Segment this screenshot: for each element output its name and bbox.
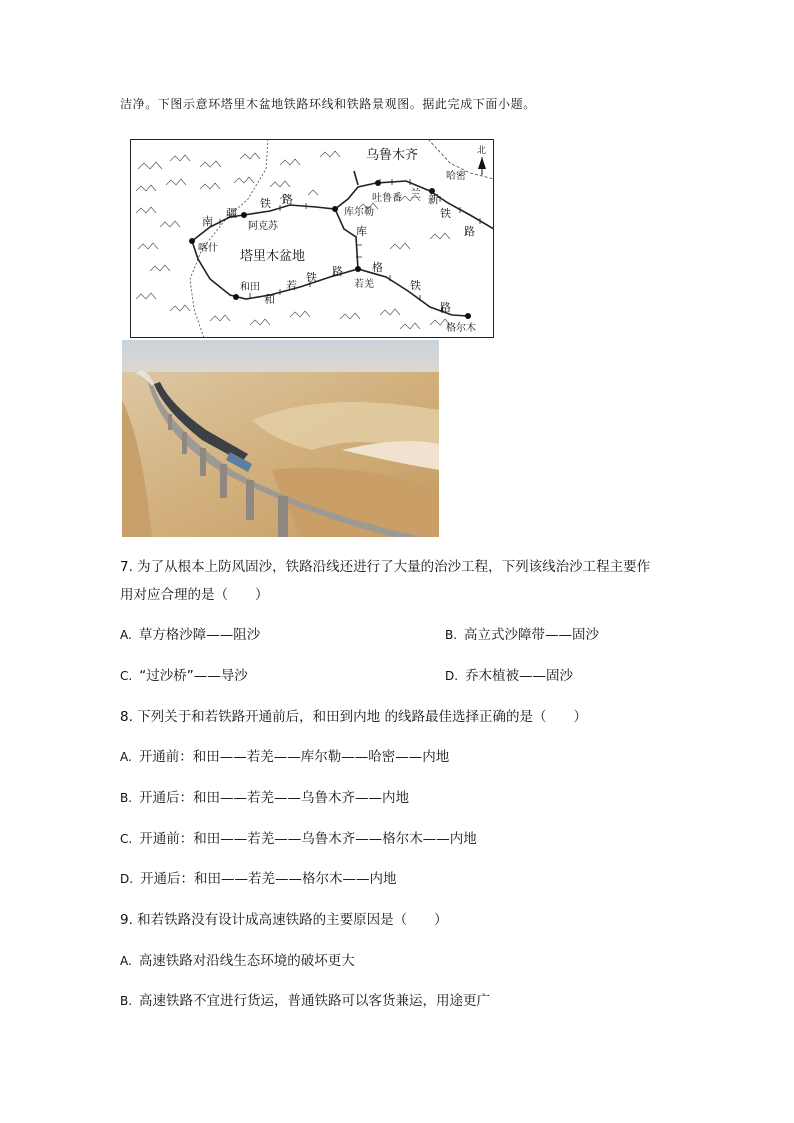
q8-option-c[interactable]: C. 开通前：和田——若羌——乌鲁木齐——格尔木——内地 [120, 831, 477, 847]
label-urumqi: 乌鲁木齐 [366, 148, 419, 163]
q8-option-b[interactable]: B. 开通后：和田——若羌——乌鲁木齐——内地 [120, 790, 410, 806]
rail-char: 格 [372, 261, 383, 274]
label-hami: 哈密 [446, 171, 466, 182]
rail-char: 铁 [440, 207, 451, 220]
rail-char: 铁 [410, 279, 421, 292]
intro-text: 洁净。下图示意环塔里木盆地铁路环线和铁路景观图。据此完成下面小题。 [120, 97, 536, 111]
rail-char: 路 [440, 301, 451, 314]
rail-char: 和 [264, 293, 275, 306]
q7-option-d[interactable]: D. 乔木植被——固沙 [445, 668, 574, 684]
rail-char: 路 [332, 265, 343, 278]
label-basin: 塔里木盆地 [240, 249, 306, 264]
desert-railway-photo [122, 340, 439, 537]
q7-option-c[interactable]: C. “过沙桥”——导沙 [120, 668, 248, 684]
q7-stem-line1: 7. 为了从根本上防风固沙，铁路沿线还进行了大量的治沙工程，下列该线治沙工程主要作 [120, 559, 651, 575]
q9-stem: 9. 和若铁路没有设计成高速铁路的主要原因是（ ） [120, 912, 448, 928]
label-north: 北 [477, 146, 487, 156]
label-turpan: 吐鲁番 [372, 193, 402, 204]
rail-char: 库 [356, 225, 367, 238]
q8-stem: 8. 下列关于和若铁路开通前后，和田到内地 的线路最佳选择正确的是（ ） [120, 709, 587, 725]
q9-option-b[interactable]: B. 高速铁路不宜进行货运，普通铁路可以客货兼运，用途更广 [120, 993, 491, 1009]
rail-char: 路 [282, 193, 293, 206]
q7-option-a[interactable]: A. 草方格沙障——阻沙 [120, 627, 261, 643]
tarim-railway-map [130, 139, 494, 338]
q8-option-a[interactable]: A. 开通前：和田——若羌——库尔勒——哈密——内地 [120, 749, 450, 765]
q9-option-a[interactable]: A. 高速铁路对沿线生态环境的破坏更大 [120, 953, 355, 969]
rail-char: 兰 [410, 187, 421, 200]
label-korla: 库尔勒 [344, 207, 374, 218]
q7-stem-line2: 用对应合理的是（ ） [120, 587, 269, 603]
label-ruoqiang: 若羌 [354, 279, 374, 290]
rail-char: 新 [428, 193, 439, 206]
rail-char: 铁 [306, 271, 317, 284]
label-hotan: 和田 [240, 282, 260, 293]
rail-char: 路 [464, 225, 475, 238]
label-kashgar: 喀什 [198, 243, 218, 254]
rail-char: 若 [286, 279, 297, 292]
rail-char: 疆 [226, 207, 237, 220]
label-aksu: 阿克苏 [248, 221, 278, 232]
q8-option-d[interactable]: D. 开通后：和田——若羌——格尔木——内地 [120, 871, 397, 887]
q7-option-b[interactable]: B. 高立式沙障带——固沙 [445, 627, 600, 643]
rail-char: 南 [202, 215, 213, 228]
rail-char: 铁 [260, 197, 271, 210]
label-golmud: 格尔木 [446, 323, 476, 334]
